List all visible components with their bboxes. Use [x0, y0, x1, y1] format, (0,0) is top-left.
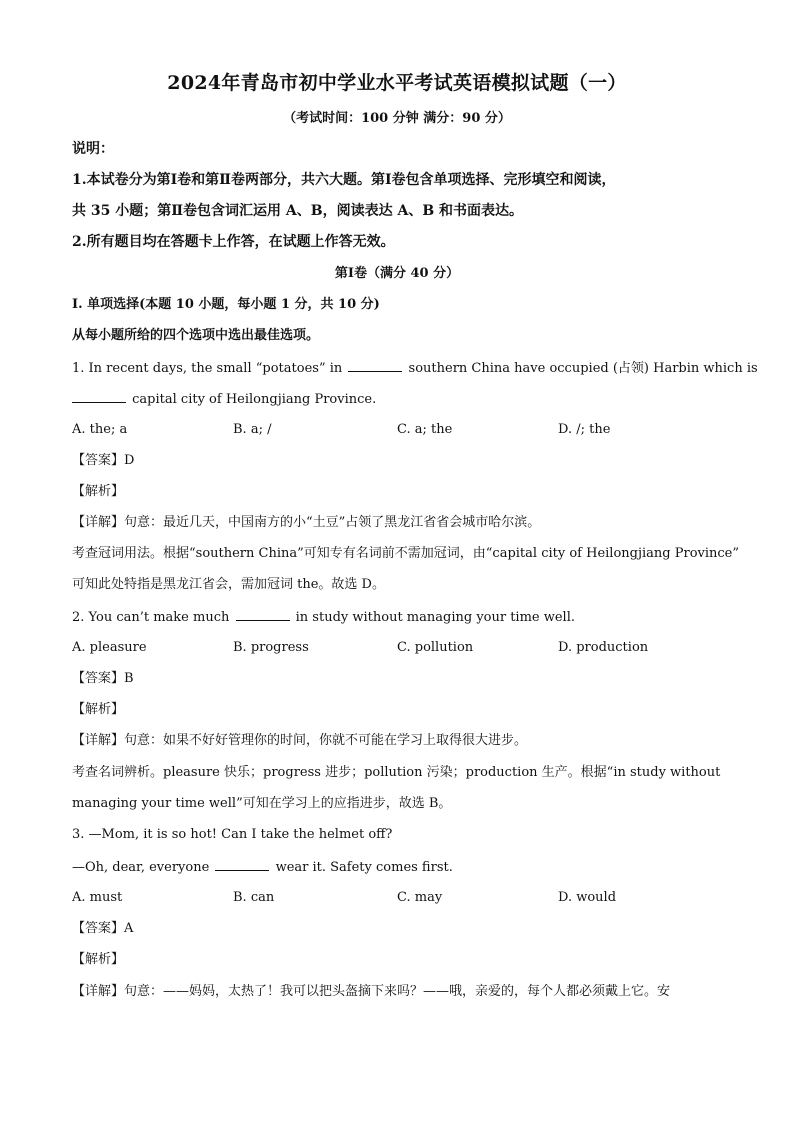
question-3-option-b: B. can [233, 890, 275, 905]
question-2-option-b: B. progress [233, 640, 309, 655]
question-2-stem [72, 608, 575, 627]
question-2-stem-a: 2. You can’t make much [72, 610, 230, 625]
part-title: I. 单项选择(本题 10 小题，每小题 1 分，共 10 分) [72, 297, 380, 312]
question-2-explain-line-1: 考查名词辨析。pleasure 快乐；progress 进步；pollution 污染；production 生产。根据“in study without [72, 765, 721, 780]
detail-text: 句意：最近几天，中国南方的小“土豆”占领了黑龙江省省会城市哈尔滨。 [124, 515, 541, 530]
question-2-explain-line-2: managing your time well”可知在学习上的应指进步，故选 B。 [72, 796, 452, 811]
question-1-answer [72, 452, 134, 470]
answer-label: 【答案】 [72, 453, 125, 468]
question-1-explain-line-1: 考查冠词用法。根据“southern China”可知专有名词前不需加冠词，由“capital city of Heilongjiang Province” [72, 546, 740, 561]
instruction-item-1-line-2: 共 35 小题；第Ⅱ卷包含词汇运用 A、B，阅读表达 A、B 和书面表达。 [72, 203, 524, 219]
section-heading: 第Ⅰ卷（满分 40 分） [334, 266, 460, 281]
question-2-option-c: C. pollution [397, 640, 474, 655]
question-1-stem [72, 359, 758, 378]
page-title: 2024年青岛市初中学业水平考试英语模拟试题（一） [167, 72, 627, 94]
answer-value: D [124, 453, 135, 468]
instruction-item-1-line-1: 1.本试卷分为第Ⅰ卷和第Ⅱ卷两部分，共六大题。第Ⅰ卷包含单项选择、完形填空和阅读， [72, 172, 616, 188]
answer-value: A [124, 921, 134, 936]
question-3-option-c: C. may [397, 890, 443, 905]
question-1-blank-2 [72, 390, 126, 403]
question-3-stem-a: —Oh, dear, everyone [72, 860, 210, 875]
question-1-option-a: A. the; a [72, 422, 128, 437]
question-3-option-a: A. must [72, 890, 123, 905]
question-1-analysis-label: 【解析】 [72, 484, 125, 499]
question-2-answer [72, 670, 134, 688]
question-3-option-d: D. would [558, 890, 617, 905]
detail-label: 【详解】 [72, 733, 125, 748]
question-1-stem-a: 1. In recent days, the small “potatoes” in [72, 361, 343, 376]
question-3-blank [215, 858, 269, 871]
question-1-stem-line-2-text: capital city of Heilongjiang Province. [132, 392, 377, 407]
part-instruction: 从每小题所给的四个选项中选出最佳选项。 [72, 328, 320, 343]
exam-info: （考试时间：100 分钟 满分：90 分） [283, 111, 511, 126]
question-2-detail [72, 732, 527, 750]
detail-label: 【详解】 [72, 984, 125, 999]
question-1-blank-1 [348, 359, 402, 372]
question-1-explain-line-2: 可知此处特指是黑龙江省会，需加冠词 the。故选 D。 [72, 577, 385, 592]
question-1-stem-b: southern China have occupied (占领) Harbin which is [408, 361, 758, 376]
question-2-option-d: D. production [558, 640, 649, 655]
question-1-detail [72, 514, 540, 532]
question-1-option-c: C. a; the [397, 422, 453, 437]
question-3-stem-line-1: 3. —Mom, it is so hot! Can I take the helmet off? [72, 827, 393, 842]
answer-label: 【答案】 [72, 921, 125, 936]
detail-text: 句意：如果不好好管理你的时间，你就不可能在学习上取得很大进步。 [124, 733, 528, 748]
question-2-stem-b: in study without managing your time well. [295, 610, 576, 625]
answer-value: B [124, 671, 134, 686]
question-2-option-a: A. pleasure [72, 640, 147, 655]
question-1-option-b: B. a; / [233, 422, 272, 437]
question-2-blank [236, 608, 290, 621]
instruction-item-2: 2.所有题目均在答题卡上作答，在试题上作答无效。 [72, 234, 395, 250]
answer-label: 【答案】 [72, 671, 125, 686]
instructions-label: 说明： [72, 141, 114, 157]
detail-text: 句意：——妈妈，太热了！我可以把头盔摘下来吗？——哦，亲爱的，每个人都必须戴上它。安 [124, 984, 671, 999]
question-3-analysis-label: 【解析】 [72, 952, 125, 967]
question-1-option-d: D. /; the [558, 422, 611, 437]
detail-label: 【详解】 [72, 515, 125, 530]
question-3-stem-line-2 [72, 858, 453, 877]
question-3-stem-b: wear it. Safety comes first. [275, 860, 453, 875]
question-1-stem-line-2 [72, 390, 376, 409]
question-3-answer [72, 920, 133, 938]
question-3-detail [72, 983, 670, 1001]
question-2-analysis-label: 【解析】 [72, 702, 125, 717]
